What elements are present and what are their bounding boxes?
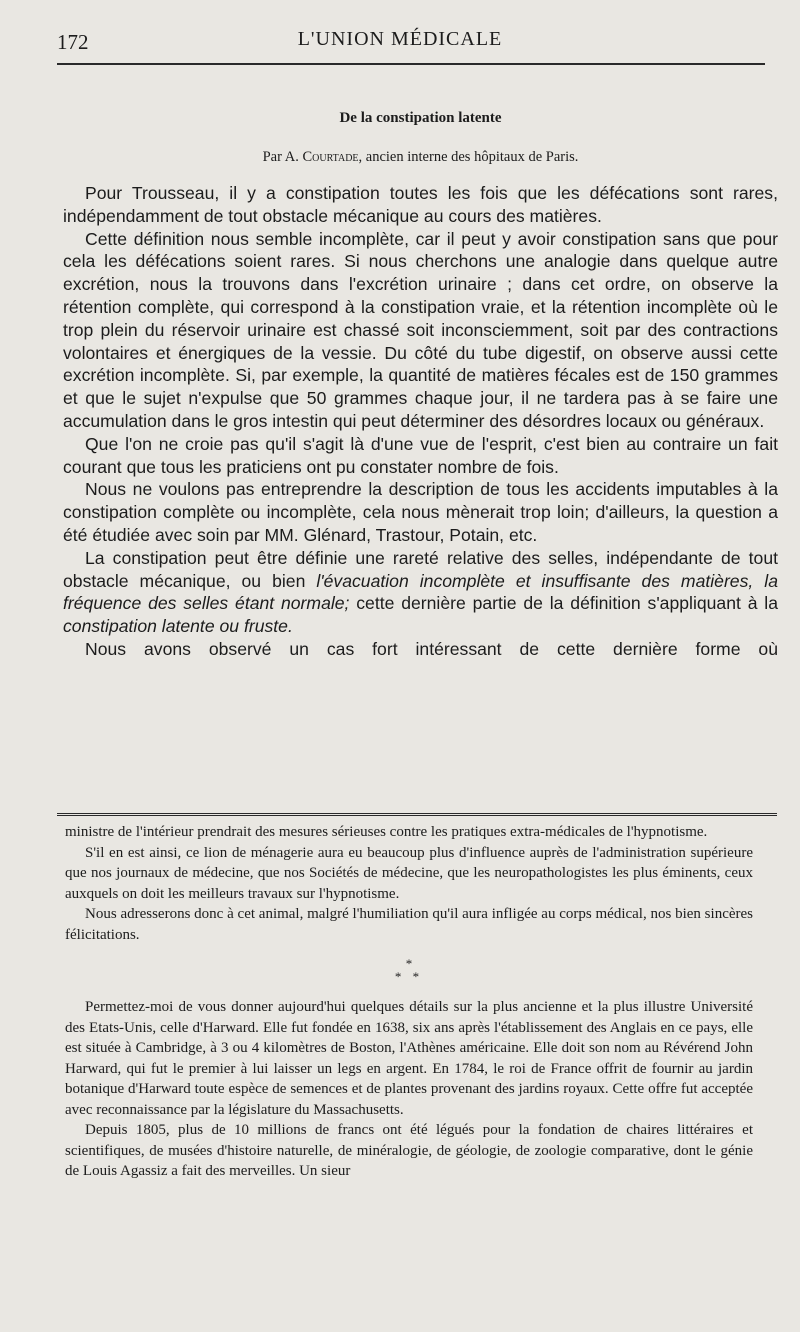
section-rule [57,813,777,819]
note-paragraph-4: Permettez-moi de vous donner aujourd'hui quelques détails sur la plus ancienne et la plus illustre Université des Etats-Unis, celle d'Harward. Elle fut fondée en 1638, six ans après l'établissement des Anglais en ce pays, elle est située à Cambridge, à 3 ou 4 kilomètres de Boston, l'Athènes américaine. Elle doit son nom au Révérend John Harward, qui fut le premier à lui laisser un legs en argent. En 1784, le roi de France offrit de fournir au jardin botanique d'Harward toute espèce de semences et de plantes provenant des jardins royaux. Cette offre fut acceptée avec reconnaissance par la législature du Massachusetts. [65,999,753,1118]
lower-column [65,822,753,1182]
header-rule [57,63,765,65]
paragraph-6: Nous avons observé un cas fort intéressant de cette dernière forme où [85,638,778,659]
article-title: De la constipation latente [339,110,502,126]
paragraph-3: Que l'on ne croie pas qu'il s'agit là d'une vue de l'esprit, c'est bien au contraire un fait courant que tous les praticiens ont pu constater nombre de fois. [63,433,778,477]
byline-author: Courtade [302,149,359,165]
page-number: 172 [57,30,89,54]
asterism-top: * [405,956,413,971]
asterism [65,957,753,983]
paragraph-4: Nous ne voulons pas entreprendre la description de tous les accidents imputables à la constipation complète ou incomplète, cela nous mènerait trop loin; d'ailleurs, la question a été étudiée avec soin par MM. Glénard, Trastour, Potain, etc. [63,479,778,545]
note-paragraph-5: Depuis 1805, plus de 10 millions de francs ont été légués pour la fondation de chaires littéraires et scientifiques, de musées d'histoire naturelle, de minéralogie, de géologie, de zoologie comparative, dont le génie de Louis Agassiz a fait des merveilles. Un sieur [65,1122,753,1179]
paragraph-2: Cette définition nous semble incomplète, car il peut y avoir constipation sans que pour cela les défécations soient rares. Si nous cherchons une analogie dans quelque autre excrétion, nous la trouvons dans l'excrétion urinaire ; dans cet ordre, on observe la rétention complète, qui correspond à la constipation vraie, et la rétention incomplète où le trop plein du réservoir urinaire est chassé soit inconsciemment, soit par des contractions volontaires et énergiques de la vessie. Du côté du tube digestif, on observe aussi cette excrétion incomplète. Si, par exemple, la quantité de matières fécales est de 150 grammes et que le sujet n'expulse que 50 grammes chaque jour, il ne tardera pas à se faire une accumulation dans le gros intestin qui peut déterminer des désordres locaux ou généraux. [63,228,778,431]
paragraph-5-text-b: cette dernière partie de la définition s'appliquant à la [349,593,778,614]
paragraph-5-italic-1: l'évacuation incomplète et insuffisante des matières, la fréquence des selles étant normale; [63,570,778,614]
asterism-bottom: * * [394,969,424,984]
byline-prefix: Par A. [262,149,303,165]
paragraph-5 [63,547,778,638]
note-paragraph-3: Nous adresserons donc à cet animal, malgré l'humiliation qu'il aura infligée au corps médical, nos bien sincères félicitations. [65,906,753,943]
paragraph-5-italic-2: constipation latente ou fruste. [63,616,293,637]
running-title: L'UNION MÉDICALE [297,28,503,50]
paragraph-1: Pour Trousseau, il y a constipation toutes les fois que les défécations sont rares, indépendamment de tout obstacle mécanique au cours des matières. [63,183,778,226]
note-paragraph-1: ministre de l'intérieur prendrait des mesures sérieuses contre les pratiques extra-médicales de l'hypnotisme. [65,824,708,840]
article-body [63,182,778,661]
article [63,110,778,661]
note-paragraph-2: S'il en est ainsi, ce lion de ménagerie aura eu beaucoup plus d'influence auprès de l'administration supérieure que nos journaux de médecine, que nos Sociétés de médecine, que les neuropathologistes les plus éminents, ceux auxquels on doit les meilleurs travaux sur l'hypnotisme. [65,844,753,902]
byline [63,149,778,166]
byline-suffix: , ancien interne des hôpitaux de Paris. [358,149,579,165]
paragraph-5-text-a: La constipation peut être définie une rareté relative des selles, indépendante de tout obstacle mécanique, ou bien [63,547,778,591]
